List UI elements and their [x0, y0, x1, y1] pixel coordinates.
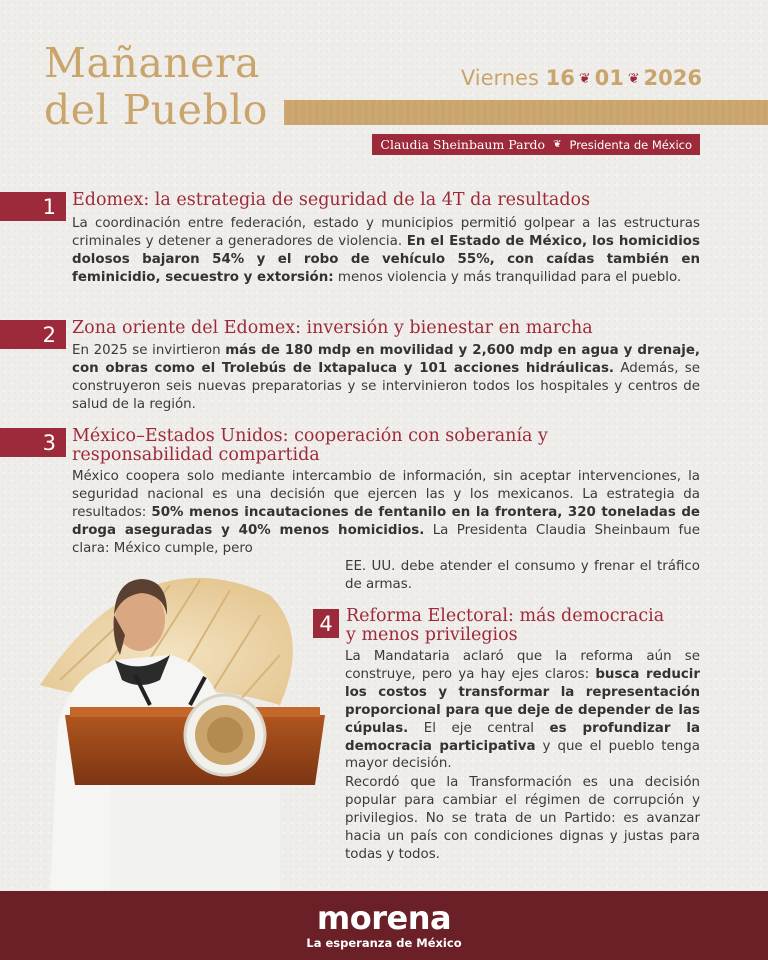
body-text: Además, se construyeron seis nuevas preparatorias y se intervinieron todos los hospitales y centros de salud de la región.	[72, 360, 700, 412]
section-number-2: 2	[0, 320, 66, 349]
body-bold: En el Estado de México, los homicidios dolosos bajaron 54% y el robo de vehículo 55%, con caídas también en feminicidio, secuestro y extorsión:	[72, 233, 700, 285]
title-line: México–Estados Unidos: cooperación con soberanía y	[72, 426, 548, 446]
title-line-2: del Pueblo	[44, 86, 268, 134]
section-title-4	[346, 607, 664, 645]
body-bold: busca reducir los costos y transformar la representación proporcional para que deje de depender de las cúpulas.	[345, 666, 700, 736]
section-title-3	[72, 427, 548, 465]
body-text: México coopera solo mediante intercambio de información, sin aceptar intervenciones, la seguridad nacional es una decisión que ejercen las y los mexicanos. La estrategia da resultados:	[72, 469, 700, 520]
section-body-2	[72, 342, 700, 414]
title-line-1: Mañanera	[44, 39, 260, 87]
section-number-3: 3	[0, 428, 66, 457]
date	[461, 66, 702, 90]
date-weekday: Viernes	[460, 66, 539, 90]
date-day: 16	[545, 66, 575, 90]
title-line: y menos privilegios	[346, 625, 518, 645]
title-line: responsabilidad compartida	[72, 445, 320, 465]
president-photo	[30, 555, 330, 890]
byline	[372, 134, 700, 155]
section-body-4	[345, 648, 700, 773]
body-text: El eje central	[408, 720, 550, 736]
byline-name: Claudia Sheinbaum Pardo	[380, 137, 546, 152]
body-text: La coordinación entre federación, estado y municipios permitió golpear a las estructuras criminales y detener a generadores de violencia.	[72, 216, 700, 249]
date-year: 2026	[643, 66, 702, 90]
footer	[0, 891, 768, 960]
section-body-1	[72, 215, 700, 287]
leaf-icon: ❦	[553, 139, 562, 150]
section-body-4-cont: Recordó que la Transformación es una decisión popular para cambiar el régimen de corrupción y privilegios. No se trata de un Partido: es avanzar hacia un país con condiciones dignas y justas para todas y todos.	[345, 775, 700, 862]
section-number-4: 4	[313, 609, 339, 638]
body-bold: 50% menos incautaciones de fentanilo en la frontera, 320 toneladas de droga aseguradas y 40% menos homicidios.	[72, 504, 700, 538]
section-number-1: 1	[0, 192, 66, 221]
leaf-icon: ❦	[578, 71, 591, 87]
section-body-3	[72, 468, 700, 558]
page-title	[44, 40, 268, 134]
gold-bar	[284, 100, 768, 125]
body-text: menos violencia y más tranquilidad para el pueblo.	[333, 269, 682, 285]
body-bold: es profundizar la democracia participativa	[345, 720, 700, 754]
body-text: y que el pueblo tenga mayor decisión.	[345, 738, 700, 772]
section-body-3-cont: EE. UU. debe atender el consumo y frenar el tráfico de armas.	[345, 559, 700, 592]
body-bold: más de 180 mdp en movilidad y 2,600 mdp en agua y drenaje, con obras como el Trolebús de Ixtapaluca y 101 acciones hidráulicas.	[72, 343, 700, 376]
section-title-2: Zona oriente del Edomex: inversión y bienestar en marcha	[72, 318, 593, 338]
morena-logo: morena	[316, 898, 452, 937]
body-text: La Mandataria aclaró que la reforma aún se construye, pero ya hay ejes claros:	[345, 649, 700, 682]
section-title-1: Edomex: la estrategia de seguridad de la 4T da resultados	[72, 190, 591, 210]
body-text: La Presidenta Claudia Sheinbaum fue clara: México cumple, pero	[72, 522, 700, 556]
footer-tagline: La esperanza de México	[306, 935, 462, 950]
byline-role: Presidenta de México	[569, 137, 692, 152]
title-line: Reforma Electoral: más democracia	[346, 606, 665, 626]
body-text: En 2025 se invirtieron	[72, 343, 226, 358]
date-month: 01	[594, 66, 624, 90]
leaf-icon: ❦	[627, 71, 640, 87]
